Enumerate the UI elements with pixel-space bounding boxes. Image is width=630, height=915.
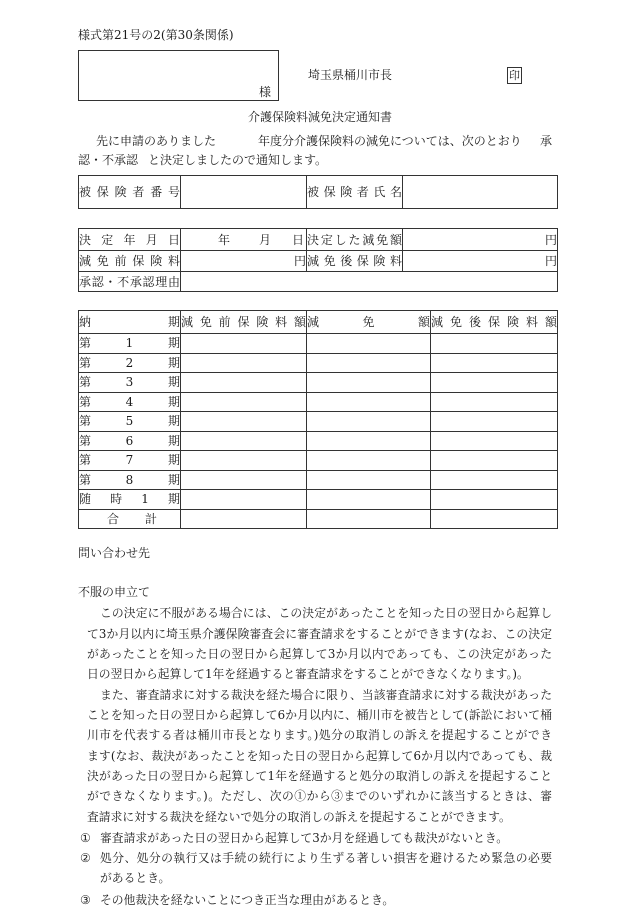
period-cell xyxy=(79,451,181,471)
intro-text-start: 先に申請のありました xyxy=(96,134,217,148)
objection-text-line: 日の翌日から起算して1年を経過すると審査請求をすることができなくなります。)。 xyxy=(87,667,529,681)
premium-before-field xyxy=(181,251,307,272)
reduction-amount-field xyxy=(307,334,431,354)
contact-heading: 問い合わせ先 xyxy=(78,546,151,560)
period-label: 第7期 xyxy=(79,453,180,468)
before-amount-field xyxy=(181,353,307,373)
reduction-amount-field xyxy=(307,373,431,393)
decision-date-label-cell xyxy=(79,229,181,251)
after-amount-field xyxy=(431,353,558,373)
objection-text-line: 査請求に対する裁決を経ないで処分の取消しの訴えを提起することができます。 xyxy=(87,810,511,824)
decision-table xyxy=(78,228,558,292)
table-row xyxy=(79,334,558,354)
condition-marker: ③ xyxy=(80,893,91,907)
decision-row-premium xyxy=(79,251,558,272)
before-amount-field xyxy=(181,470,307,490)
premium-before-label: 減免前保険料 xyxy=(79,254,180,268)
period-cell xyxy=(79,412,181,432)
objection-text-line: ます(なお、裁決があったことを知った日の翌日から起算して6か月以内であっても、裁 xyxy=(87,749,552,763)
month-label: 月 xyxy=(259,232,272,247)
insured-number-label-cell xyxy=(79,176,181,209)
insured-info-row xyxy=(79,176,558,209)
objection-text-line: ができなくなります。)。ただし、次の①から③までのいずれかに該当するときは、審 xyxy=(87,789,552,803)
insured-info-table xyxy=(78,175,558,209)
premium-after-label: 減免後保険料 xyxy=(307,254,402,268)
condition-text-line: があるとき。 xyxy=(100,871,171,885)
condition-text-line: 審査請求があった日の翌日から起算して3か月を経過しても裁決がないとき。 xyxy=(100,831,509,845)
header-before-cell xyxy=(181,311,307,334)
period-label: 随時1期 xyxy=(79,492,180,507)
decision-date-placeholder xyxy=(181,233,306,247)
period-cell xyxy=(79,470,181,490)
approved-amount-field xyxy=(403,229,558,251)
period-cell xyxy=(79,392,181,412)
table-row xyxy=(79,490,558,510)
premium-after-field xyxy=(403,251,558,272)
insured-name-label: 被保険者氏名 xyxy=(307,185,402,199)
before-amount-total-field xyxy=(181,509,307,529)
period-cell xyxy=(79,490,181,510)
decision-row-date xyxy=(79,229,558,251)
installments-header-row xyxy=(79,311,558,334)
yen-unit: 円 xyxy=(544,254,557,268)
yen-unit: 円 xyxy=(293,254,306,268)
intro-text-end: と決定しましたので通知します。 xyxy=(148,153,328,167)
header-after-amount: 減免後保険料額 xyxy=(431,315,557,329)
objection-text-line: て3か月以内に埼玉県介護保険審査会に審査請求をすることができます(なお、この決定 xyxy=(87,627,552,641)
before-amount-field xyxy=(181,490,307,510)
decision-date-label: 決定年月日 xyxy=(79,232,180,247)
after-amount-field xyxy=(431,392,558,412)
reduction-amount-field xyxy=(307,470,431,490)
objection-text-line: この決定に不服がある場合には、この決定があったことを知った日の翌日から起算し xyxy=(100,606,552,620)
objection-heading: 不服の申立て xyxy=(78,585,151,599)
reason-field xyxy=(181,272,558,292)
reduction-amount-total-field xyxy=(307,509,431,529)
condition-marker: ① xyxy=(80,831,91,845)
before-amount-field xyxy=(181,451,307,471)
period-cell xyxy=(79,373,181,393)
before-amount-field xyxy=(181,373,307,393)
insured-name-label-cell xyxy=(307,176,403,209)
approved-amount-label: 決定した減免額 xyxy=(307,232,402,247)
reduction-amount-field xyxy=(307,490,431,510)
intro-text-middle: 年度分介護保険料の減免については、次のとおり xyxy=(258,134,522,148)
header-before-amount: 減免前保険料額 xyxy=(181,315,306,329)
before-amount-field xyxy=(181,392,307,412)
period-cell xyxy=(79,334,181,354)
period-cell xyxy=(79,431,181,451)
objection-text-line: また、審査請求に対する裁決を経た場合に限り、当該審査請求に対する裁決があった xyxy=(100,688,552,702)
recipient-address-box xyxy=(78,50,279,101)
approved-amount-label-cell xyxy=(307,229,403,251)
period-cell xyxy=(79,353,181,373)
period-label: 第4期 xyxy=(79,394,180,409)
objection-text-line: があったことを知った日の翌日から起算して3か月以内であっても、この決定があった xyxy=(87,647,552,661)
year-label: 年 xyxy=(218,232,231,247)
reduction-amount-field xyxy=(307,392,431,412)
condition-marker: ② xyxy=(80,851,91,865)
after-amount-field xyxy=(431,431,558,451)
table-row xyxy=(79,431,558,451)
issuer-name: 埼玉県桶川市長 xyxy=(308,68,393,82)
reduction-amount-field xyxy=(307,353,431,373)
intro-approval-start: 承 xyxy=(540,134,553,148)
period-label: 第8期 xyxy=(79,472,180,487)
total-row xyxy=(79,509,558,529)
table-row xyxy=(79,412,558,432)
header-period: 納期 xyxy=(79,315,180,329)
reduction-amount-field xyxy=(307,412,431,432)
before-amount-field xyxy=(181,412,307,432)
period-label: 第2期 xyxy=(79,355,180,370)
premium-before-label-cell xyxy=(79,251,181,272)
after-amount-field xyxy=(431,470,558,490)
header-period-cell xyxy=(79,311,181,334)
condition-text-line: 処分、処分の執行又は手続の続行により生ずる著しい損害を避けるため緊急の必要 xyxy=(100,851,552,865)
after-amount-field xyxy=(431,334,558,354)
table-row xyxy=(79,373,558,393)
after-amount-field xyxy=(431,451,558,471)
reason-label: 承認・不承認理由 xyxy=(79,274,180,289)
reduction-amount-field xyxy=(307,451,431,471)
after-amount-total-field xyxy=(431,509,558,529)
total-label-cell xyxy=(79,509,181,529)
header-after-cell xyxy=(431,311,558,334)
recipient-honorific: 様 xyxy=(258,85,271,99)
premium-after-label-cell xyxy=(307,251,403,272)
objection-text-line: ことを知った日の翌日から起算して6か月以内に、桶川市を被告として(訴訟において桶 xyxy=(87,708,552,722)
reduction-amount-field xyxy=(307,431,431,451)
header-reduction-cell xyxy=(307,311,431,334)
header-reduction-amount: 減免額 xyxy=(307,315,430,329)
intro-approval-choice: 認・不承認 xyxy=(78,153,139,167)
form-number: 様式第21号の2(第30条関係) xyxy=(78,28,234,42)
installments-table xyxy=(78,310,558,529)
seal-mark: 印 xyxy=(509,69,520,82)
condition-text-line: その他裁決を経ないことにつき正当な理由があるとき。 xyxy=(100,893,395,907)
decision-date-field xyxy=(181,229,307,251)
reason-label-cell xyxy=(79,272,181,292)
table-row xyxy=(79,392,558,412)
before-amount-field xyxy=(181,334,307,354)
insured-number-label: 被保険者番号 xyxy=(79,185,180,199)
after-amount-field xyxy=(431,412,558,432)
period-label: 第3期 xyxy=(79,375,180,390)
insured-number-field xyxy=(181,176,307,209)
table-row xyxy=(79,470,558,490)
before-amount-field xyxy=(181,431,307,451)
yen-unit: 円 xyxy=(544,232,557,247)
total-label: 合計 xyxy=(107,511,157,526)
after-amount-field xyxy=(431,490,558,510)
document-title: 介護保険料減免決定通知書 xyxy=(248,110,393,124)
day-label: 日 xyxy=(292,232,305,247)
after-amount-field xyxy=(431,373,558,393)
period-label: 第5期 xyxy=(79,414,180,429)
decision-row-reason xyxy=(79,272,558,292)
objection-text-line: 川市を代表する者は桶川市長となります。)処分の取消しの訴えを提起することができ xyxy=(87,728,552,742)
table-row xyxy=(79,353,558,373)
period-label: 第6期 xyxy=(79,433,180,448)
objection-text-line: 決があった日の翌日から起算して1年を経過すると処分の取消しの訴えを提起すること xyxy=(87,769,552,783)
period-label: 第1期 xyxy=(79,336,180,351)
table-row xyxy=(79,451,558,471)
insured-name-field xyxy=(403,176,558,209)
